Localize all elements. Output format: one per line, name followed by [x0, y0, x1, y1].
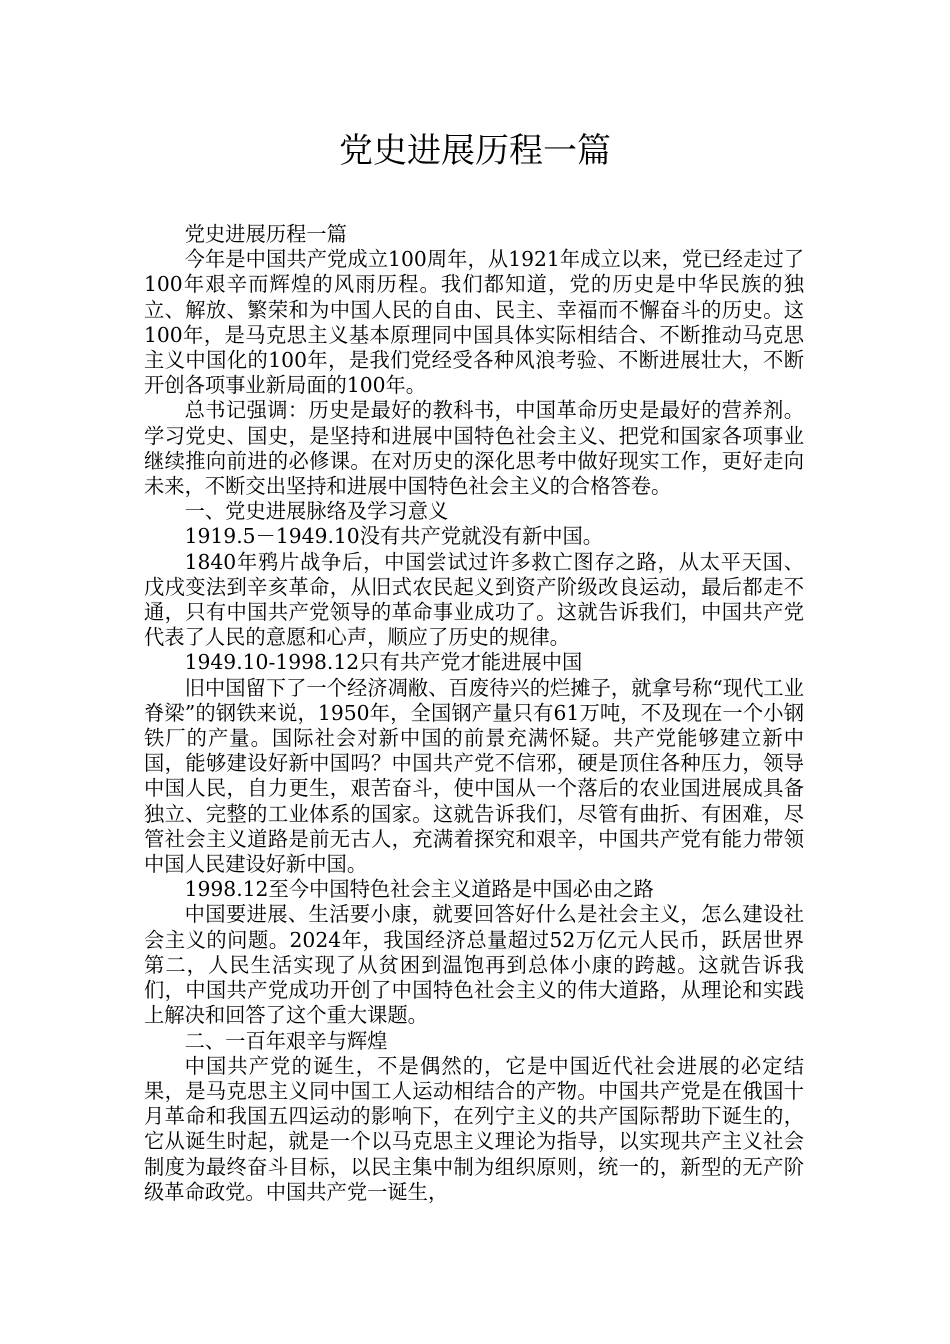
- paragraph-founding: 中国共产党的诞生，不是偶然的，它是中国近代社会进展的必定结果，是马克思主义同中国工人运动相结合的产物。中国共产党是在俄国十月革命和我国五四运动的影响下，在列宁主义的共产国际帮助下诞生的，它从诞生时起，就是一个以马克思主义理论为指导，以实现共产主义社会制度为最终奋斗目标，以民主集中制为组织原则，统一的，新型的无产阶级革命政党。中国共产党一诞生，: [144, 1053, 804, 1204]
- paragraph-subtitle: 党史进展历程一篇: [184, 222, 347, 246]
- period-heading-1: 1919.5－1949.10没有共产党就没有新中国。: [184, 524, 604, 549]
- section-heading-1: 一、党史进展脉络及学习意义: [184, 499, 449, 524]
- period-heading-2: 1949.10-1998.12只有共产党才能进展中国: [184, 650, 583, 675]
- paragraph-period-3: 中国要进展、生活要小康，就要回答好什么是社会主义，怎么建设社会主义的问题。2024年，我国经济总量超过52万亿元人民币，跃居世界第二，人民生活实现了从贫困到温饱再到总体小康的跨越。这就告诉我们，中国共产党成功开创了中国特色社会主义的伟大道路，从理论和实践上解决和回答了这个重大课题。: [144, 902, 804, 1028]
- period-heading-3: 1998.12至今中国特色社会主义道路是中国必由之路: [184, 877, 654, 902]
- section-heading-2: 二、一百年艰辛与辉煌: [184, 1028, 388, 1053]
- paragraph-period-1: 1840年鸦片战争后，中国尝试过许多救亡图存之路，从太平天国、戊戌变法到辛亥革命，从旧式农民起义到资产阶级改良运动，最后都走不通，只有中国共产党领导的革命事业成功了。这就告诉我们，中国共产党代表了人民的意愿和心声，顺应了历史的规律。: [144, 549, 804, 650]
- page-title: 党史进展历程一篇: [339, 131, 611, 171]
- paragraph-intro: 今年是中国共产党成立100周年，从1921年成立以来，党已经走过了100年艰辛而辉煌的风雨历程。我们都知道，党的历史是中华民族的独立、解放、繁荣和为中国人民的自由、民主、幸福而不懈奋斗的历史。这100年，是马克思主义基本原理同中国具体实际相结合、不断推动马克思主义中国化的100年，是我们党经受各种风浪考验、不断进展壮大，不断开创各项事业新局面的100年。: [144, 247, 804, 398]
- paragraph-period-2: 旧中国留下了一个经济凋敝、百废待兴的烂摊子，就拿号称“现代工业脊梁”的钢铁来说，1950年，全国钢产量只有61万吨，不及现在一个小钢铁厂的产量。国际社会对新中国的前景充满怀疑。共产党能够建立新中国，能够建设好新中国吗？中国共产党不信邪，硬是顶住各种压力，领导中国人民，自力更生，艰苦奋斗，使中国从一个落后的农业国进展成具备独立、完整的工业体系的国家。这就告诉我们，尽管有曲折、有困难，尽管社会主义道路是前无古人，充满着探究和艰辛，中国共产党有能力带领中国人民建设好新中国。: [144, 675, 804, 877]
- paragraph-quote: 总书记强调：历史是最好的教科书，中国革命历史是最好的营养剂。学习党史、国史，是坚持和进展中国特色社会主义、把党和国家各项事业继续推向前进的必修课。在对历史的深化思考中做好现实工作，更好走向未来，不断交出坚持和进展中国特色社会主义的合格答卷。: [144, 398, 804, 499]
- document-body: [144, 222, 804, 1205]
